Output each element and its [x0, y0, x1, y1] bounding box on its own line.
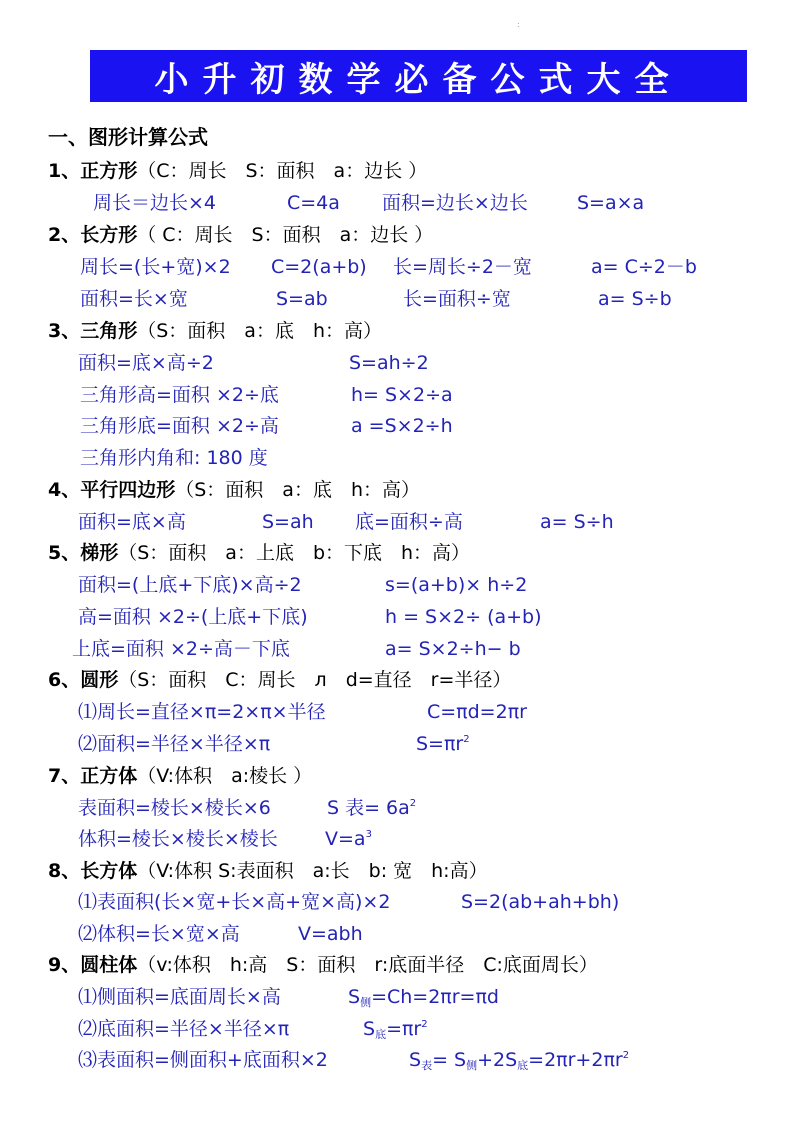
rectangle-legend: （ C：周长 S：面积 a：边长 ）	[137, 224, 434, 246]
rectangle-area-symbol: S=ab	[276, 288, 328, 310]
trapezoid-heading-row	[48, 540, 470, 566]
parallelogram-heading-row	[48, 477, 420, 503]
cube-surface-formula: 表面积=棱长×棱长×6	[78, 797, 271, 819]
trapezoid-area-symbol: s=(a+b)× h÷2	[385, 574, 528, 596]
circle-area-symbol: $S=\pi r^2$	[416, 733, 470, 755]
trapezoid-top-base-formula: 上底=面积 ×2÷高－下底	[72, 638, 290, 660]
trapezoid-height-formula: 高=面积 ×2÷(上底+下底)	[78, 606, 308, 628]
square-area-formula: 面积=边长×边长	[382, 192, 528, 214]
parallelogram-legend: （S：面积 a：底 h：高）	[175, 479, 420, 501]
square-perimeter-symbol: C=4a	[287, 192, 340, 214]
triangle-height-symbol: h= S×2÷a	[351, 384, 453, 406]
trapezoid-top-base-symbol: a= S×2÷h− b	[385, 638, 521, 660]
cylinder-lateral-formula: ⑴侧面积=底面周长×高	[78, 986, 281, 1008]
cylinder-base-formula: ⑵底面积=半径×半径×π	[78, 1018, 290, 1040]
cylinder-legend: （v:体积 h:高 S：面积 r:底面半径 C:底面周长）	[137, 954, 598, 976]
rectangle-length2-formula: 长=面积÷宽	[403, 288, 511, 310]
cube-volume-formula: 体积=棱长×棱长×棱长	[78, 828, 278, 850]
rectangle-area-formula: 面积=长×宽	[80, 288, 188, 310]
circle-circumference-formula: ⑴周长=直径×π=2×π×半径	[78, 701, 326, 723]
triangle-base-formula: 三角形底=面积 ×2÷高	[80, 415, 279, 437]
page-mark: :	[517, 20, 520, 29]
trapezoid-heading: 5、梯形	[48, 542, 119, 564]
parallelogram-base-symbol: a= S÷h	[540, 511, 614, 533]
cylinder-heading-row	[48, 952, 598, 978]
cuboid-surface-symbol: S=2(ab+ah+bh)	[461, 891, 620, 913]
triangle-angle-sum: 三角形内角和: 180 度	[80, 447, 268, 469]
parallelogram-area-formula: 面积=底×高	[78, 511, 186, 533]
cuboid-heading-row	[48, 858, 488, 884]
trapezoid-height-symbol: h = S×2÷ (a+b)	[385, 606, 542, 628]
triangle-heading-row	[48, 318, 382, 344]
square-legend: （C：周长 S：面积 a：边长 ）	[137, 160, 428, 182]
triangle-base-symbol: a =S×2÷h	[351, 415, 453, 437]
rectangle-heading-row	[48, 222, 433, 248]
cuboid-volume-symbol: V=abh	[298, 923, 363, 945]
circle-area-formula: ⑵面积=半径×半径×π	[78, 733, 271, 755]
cylinder-surface-formula: ⑶表面积=侧面积+底面积×2	[78, 1049, 328, 1071]
rectangle-heading: 2、长方形	[48, 224, 138, 246]
square-heading-row	[48, 158, 427, 184]
trapezoid-area-formula: 面积=(上底+下底)×高÷2	[78, 574, 302, 596]
cylinder-lateral-symbol: $S_侧=Ch=2\pi r=\pi d$	[348, 986, 499, 1009]
triangle-legend: （S：面积 a：底 h：高）	[137, 320, 382, 342]
cuboid-volume-formula: ⑵体积=长×宽×高	[78, 923, 240, 945]
cylinder-surface-symbol: $S_表= S_侧+2S_底=2\pi r+2\pi r^2$	[409, 1049, 630, 1072]
section-heading: 一、图形计算公式	[48, 125, 208, 149]
circle-legend: （S：面积 C：周长 л d=直径 r=半径）	[118, 669, 512, 691]
circle-heading-row	[48, 667, 511, 693]
cube-heading-row	[48, 763, 312, 789]
parallelogram-area-symbol: S=ah	[262, 511, 314, 533]
parallelogram-base-formula: 底=面积÷高	[355, 511, 463, 533]
parallelogram-heading: 4、平行四边形	[48, 479, 176, 501]
rectangle-perimeter-symbol: C=2(a+b)	[271, 256, 367, 278]
circle-heading: 6、圆形	[48, 669, 119, 691]
rectangle-length2-symbol: a= S÷b	[598, 288, 672, 310]
cuboid-surface-formula: ⑴表面积(长×宽+长×高+宽×高)×2	[78, 891, 391, 913]
triangle-heading: 3、三角形	[48, 320, 138, 342]
rectangle-length-symbol: a= C÷2－b	[591, 256, 697, 278]
triangle-area-formula: 面积=底×高÷2	[78, 352, 214, 374]
triangle-height-formula: 三角形高=面积 ×2÷底	[80, 384, 279, 406]
cube-legend: （V:体积 a:棱长 ）	[137, 765, 313, 787]
cube-surface-symbol: S 表= $6a^2$	[327, 797, 417, 819]
cylinder-base-symbol: $S_底=\pi r^2$	[363, 1018, 428, 1041]
cuboid-heading: 8、长方体	[48, 860, 138, 882]
circle-circumference-symbol: C=πd=2πr	[427, 701, 527, 723]
square-heading: 1、正方形	[48, 160, 138, 182]
cylinder-heading: 9、圆柱体	[48, 954, 138, 976]
trapezoid-legend: （S：面积 a：上底 b：下底 h：高）	[118, 542, 471, 564]
page-title: 小升初数学必备公式大全	[90, 50, 747, 102]
square-perimeter-formula: 周长＝边长×4	[93, 192, 217, 214]
cuboid-legend: （V:体积 S:表面积 a:长 b: 宽 h:高）	[137, 860, 488, 882]
rectangle-perimeter-formula: 周长=(长+宽)×2	[80, 256, 231, 278]
rectangle-length-formula: 长=周长÷2－宽	[393, 256, 532, 278]
cube-heading: 7、正方体	[48, 765, 138, 787]
cube-volume-symbol: $V=a^3$	[325, 828, 372, 850]
triangle-area-symbol: S=ah÷2	[349, 352, 429, 374]
square-area-symbol: S=a×a	[577, 192, 645, 214]
